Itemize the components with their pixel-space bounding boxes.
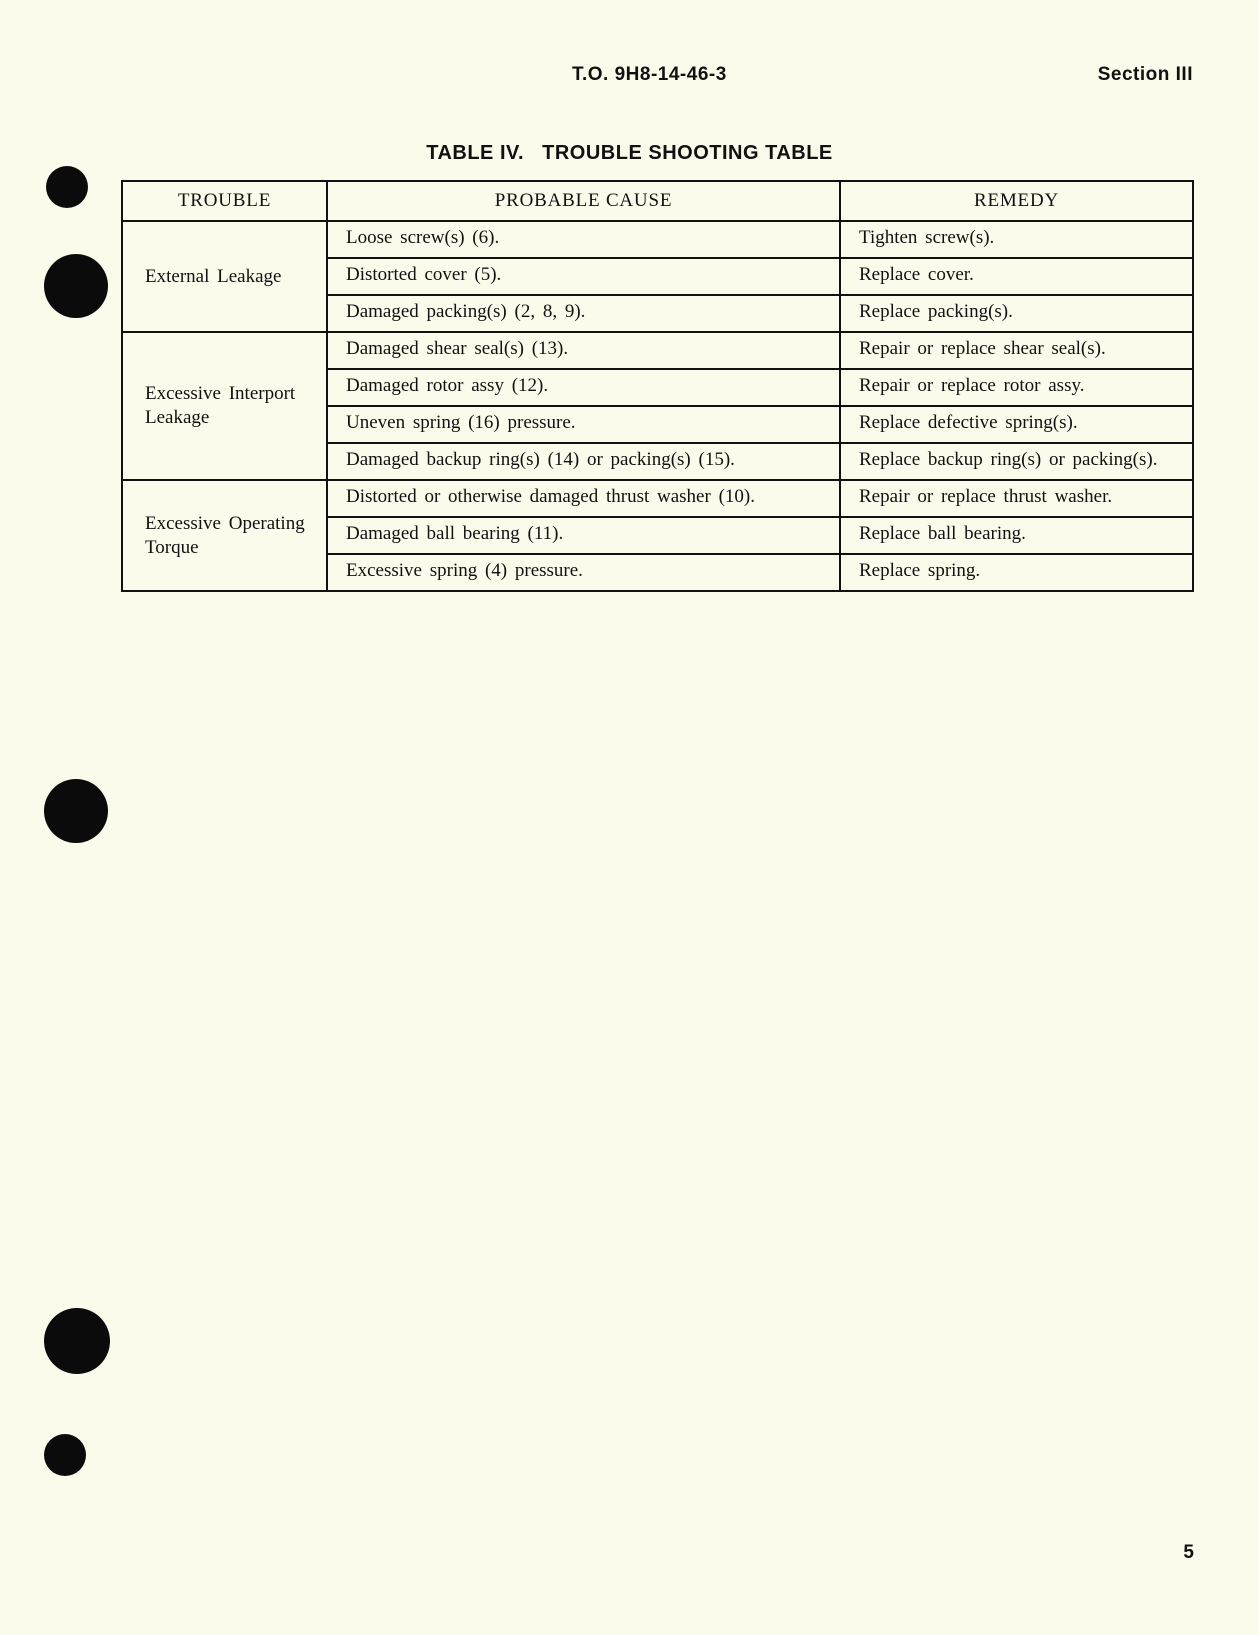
remedy-cell: Tighten screw(s). (840, 221, 1193, 258)
trouble-cell: Excessive Operating Torque (122, 480, 327, 591)
binder-hole (44, 779, 108, 843)
probable-cause-cell: Damaged packing(s) (2, 8, 9). (327, 295, 840, 332)
table-title-number: TABLE IV. (426, 142, 525, 164)
remedy-cell: Replace ball bearing. (840, 517, 1193, 554)
trouble-cell: Excessive Interport Leakage (122, 332, 327, 480)
binder-hole (44, 254, 108, 318)
remedy-cell: Repair or replace rotor assy. (840, 369, 1193, 406)
probable-cause-cell: Loose screw(s) (6). (327, 221, 840, 258)
probable-cause-cell: Excessive spring (4) pressure. (327, 554, 840, 591)
table-row (122, 221, 1193, 258)
technical-order-number: T.O. 9H8-14-46-3 (572, 64, 727, 85)
probable-cause-cell: Damaged shear seal(s) (13). (327, 332, 840, 369)
remedy-cell: Repair or replace shear seal(s). (840, 332, 1193, 369)
binder-hole (46, 166, 88, 208)
probable-cause-cell: Distorted or otherwise damaged thrust washer (10). (327, 480, 840, 517)
table-header-row (122, 181, 1193, 221)
remedy-cell: Replace backup ring(s) or packing(s). (840, 443, 1193, 480)
probable-cause-cell: Damaged ball bearing (11). (327, 517, 840, 554)
remedy-cell: Replace spring. (840, 554, 1193, 591)
remedy-cell: Replace defective spring(s). (840, 406, 1193, 443)
table-row (122, 480, 1193, 517)
remedy-cell: Repair or replace thrust washer. (840, 480, 1193, 517)
table-title (0, 142, 1259, 165)
remedy-cell: Replace cover. (840, 258, 1193, 295)
page-number: 5 (1183, 1542, 1194, 1563)
probable-cause-cell: Damaged rotor assy (12). (327, 369, 840, 406)
section-label: Section III (1097, 64, 1193, 85)
probable-cause-cell: Uneven spring (16) pressure. (327, 406, 840, 443)
probable-cause-cell: Damaged backup ring(s) (14) or packing(s) (15). (327, 443, 840, 480)
column-header-probable-cause: PROBABLE CAUSE (327, 181, 840, 221)
remedy-cell: Replace packing(s). (840, 295, 1193, 332)
binder-hole (44, 1434, 86, 1476)
binder-hole (44, 1308, 110, 1374)
trouble-cell: External Leakage (122, 221, 327, 332)
trouble-shooting-table (121, 180, 1194, 592)
table-row (122, 332, 1193, 369)
probable-cause-cell: Distorted cover (5). (327, 258, 840, 295)
column-header-remedy: REMEDY (840, 181, 1193, 221)
table-title-text: TROUBLE SHOOTING TABLE (542, 142, 833, 164)
column-header-trouble: TROUBLE (122, 181, 327, 221)
